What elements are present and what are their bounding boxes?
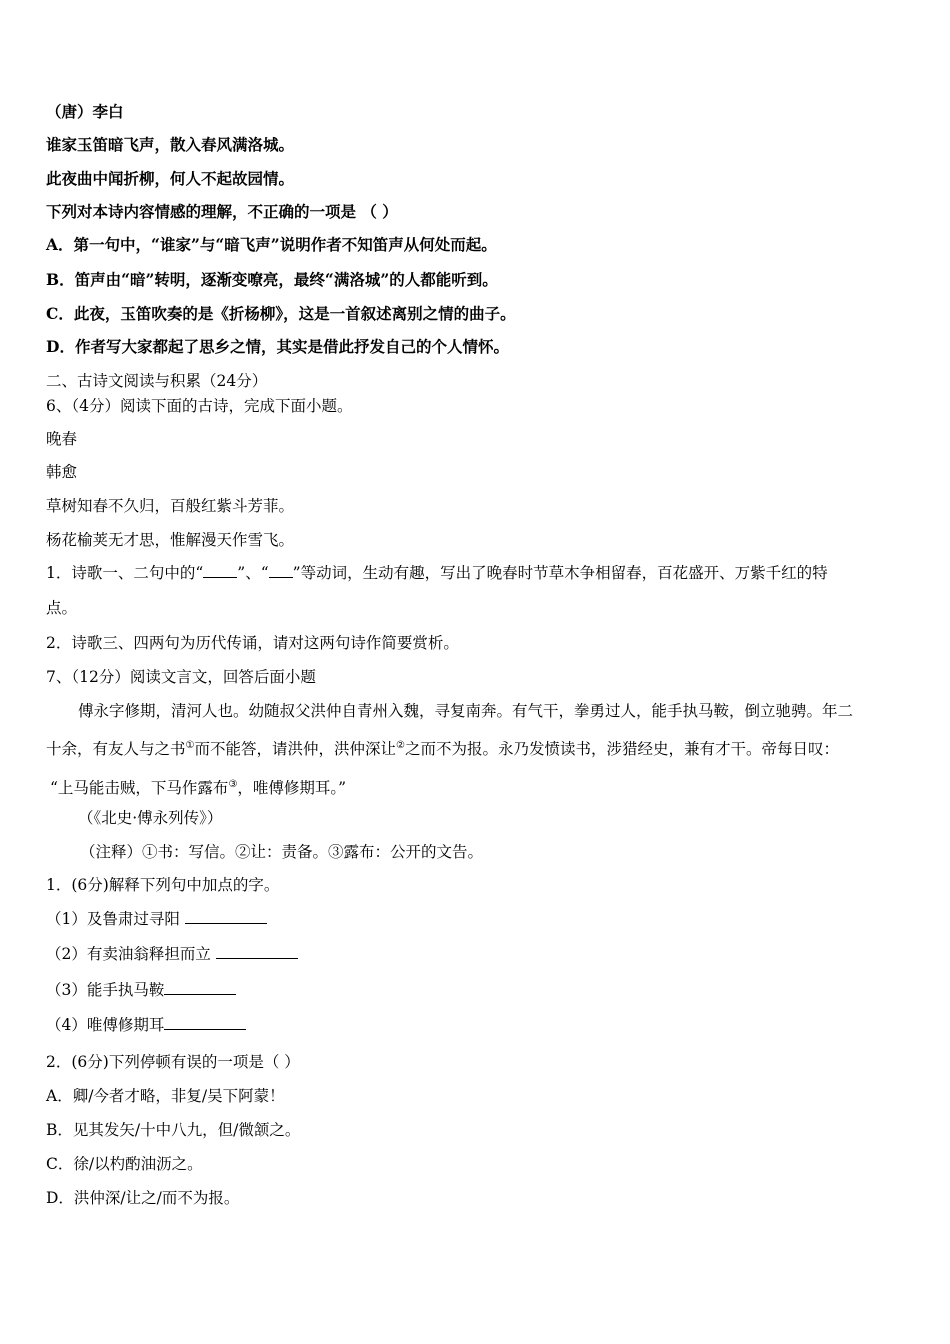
q7-notes: （注释）①书：写信。②让：责备。③露布：公开的文告。 xyxy=(80,843,484,861)
footnote-ref: ① xyxy=(185,740,195,751)
section-heading: 二、古诗文阅读与积累（24分） xyxy=(46,372,268,390)
answer-blank[interactable] xyxy=(203,563,237,578)
answer-blank[interactable] xyxy=(164,1015,246,1030)
q7-intro: 7、（12分）阅读文言文，回答后面小题 xyxy=(46,668,316,686)
q6-sub1-text: ”等动词，生动有趣，写出了晚春时节草木争相留春，百花盛开、万紫千红的特 xyxy=(292,564,828,582)
q7-text: 十余，有友人与之书 xyxy=(46,740,186,759)
q7-item xyxy=(46,1015,246,1035)
poem1-option-a: A．第一句中，“谁家”与“暗飞声”说明作者不知笛声从何处而起。 xyxy=(46,235,497,254)
item-text: （3）能手执马鞍 xyxy=(46,981,165,999)
q6-sub2: 2．诗歌三、四两句为历代传诵，请对这两句诗作简要赏析。 xyxy=(46,634,459,652)
q6-poem-title: 晚春 xyxy=(46,430,78,448)
q6-sub1 xyxy=(46,563,828,583)
q7-text: ，唯傅修期耳。” xyxy=(237,779,347,798)
footnote-ref: ② xyxy=(396,740,405,751)
q6-intro: 6、（4分）阅读下面的古诗，完成下面小题。 xyxy=(46,397,353,415)
q7-sub1: 1．(6分)解释下列句中加点的字。 xyxy=(46,876,280,894)
poem1-option-d: D．作者写大家都起了思乡之情，其实是借此抒发自己的个人情怀。 xyxy=(46,337,509,356)
q7-sub2: 2．(6分)下列停顿有误的一项是（ ） xyxy=(46,1053,300,1071)
q7-option-d: D．洪仲深/让之/而不为报。 xyxy=(46,1189,240,1207)
q7-item xyxy=(46,980,236,1000)
q7-passage-line xyxy=(50,775,346,798)
q7-source: （《北史·傅永列传》） xyxy=(78,809,223,827)
q7-text: 之而不为报。永乃发愤读书，涉猎经史，兼有才干。帝每日叹： xyxy=(404,740,839,759)
q6-sub1-text: ”、“ xyxy=(237,564,269,582)
q7-text: 而不能答，请洪仲，洪仲深让 xyxy=(194,740,396,759)
q7-passage-line xyxy=(46,736,839,759)
poem1-option-b: B．笛声由“暗”转明，逐渐变嘹亮，最终“满洛城”的人都能听到。 xyxy=(46,270,498,289)
poem1-option-c: C．此夜，玉笛吹奏的是《折杨柳》，这是一首叙述离别之情的曲子。 xyxy=(46,304,516,323)
poem1-author: （唐）李白 xyxy=(46,102,124,121)
item-text: （2）有卖油翁释担而立 xyxy=(46,945,211,963)
q7-passage-line: 傅永字修期，清河人也。幼随叔父洪仲自青州入魏，寻复南奔。有气干，拳勇过人，能手执马鞍，倒立驰骋。年二 xyxy=(78,702,854,720)
q7-item xyxy=(46,909,267,929)
poem1-question: 下列对本诗内容情感的理解，不正确的一项是 （ ） xyxy=(46,202,398,221)
q7-option-c: C．徐/以杓酌油沥之。 xyxy=(46,1155,203,1173)
poem1-line: 谁家玉笛暗飞声，散入春风满洛城。 xyxy=(46,135,295,154)
q7-option-b: B．见其发矢/十中八九，但/微颔之。 xyxy=(46,1121,301,1139)
item-text: （4）唯傅修期耳 xyxy=(46,1016,165,1034)
q7-option-a: A．卿/今者才略，非复/吴下阿蒙！ xyxy=(46,1087,285,1105)
q6-sub1-text: 1．诗歌一、二句中的“ xyxy=(46,564,204,582)
item-text: （1）及鲁肃过寻阳 xyxy=(46,910,180,928)
footnote-ref: ③ xyxy=(228,779,238,790)
q6-poem-author: 韩愈 xyxy=(46,463,78,481)
q6-poem-line: 草树知春不久归，百般红紫斗芳菲。 xyxy=(46,497,295,515)
q6-sub1-cont: 点。 xyxy=(46,599,78,617)
q6-poem-line: 杨花榆荚无才思，惟解漫天作雪飞。 xyxy=(46,531,295,549)
answer-blank[interactable] xyxy=(164,980,236,995)
q7-item xyxy=(46,944,298,964)
answer-blank[interactable] xyxy=(185,909,267,924)
poem1-line: 此夜曲中闻折柳，何人不起故园情。 xyxy=(46,169,295,188)
answer-blank[interactable] xyxy=(269,563,293,578)
answer-blank[interactable] xyxy=(216,944,298,959)
q7-text: “上马能击贼，下马作露布 xyxy=(50,779,229,798)
